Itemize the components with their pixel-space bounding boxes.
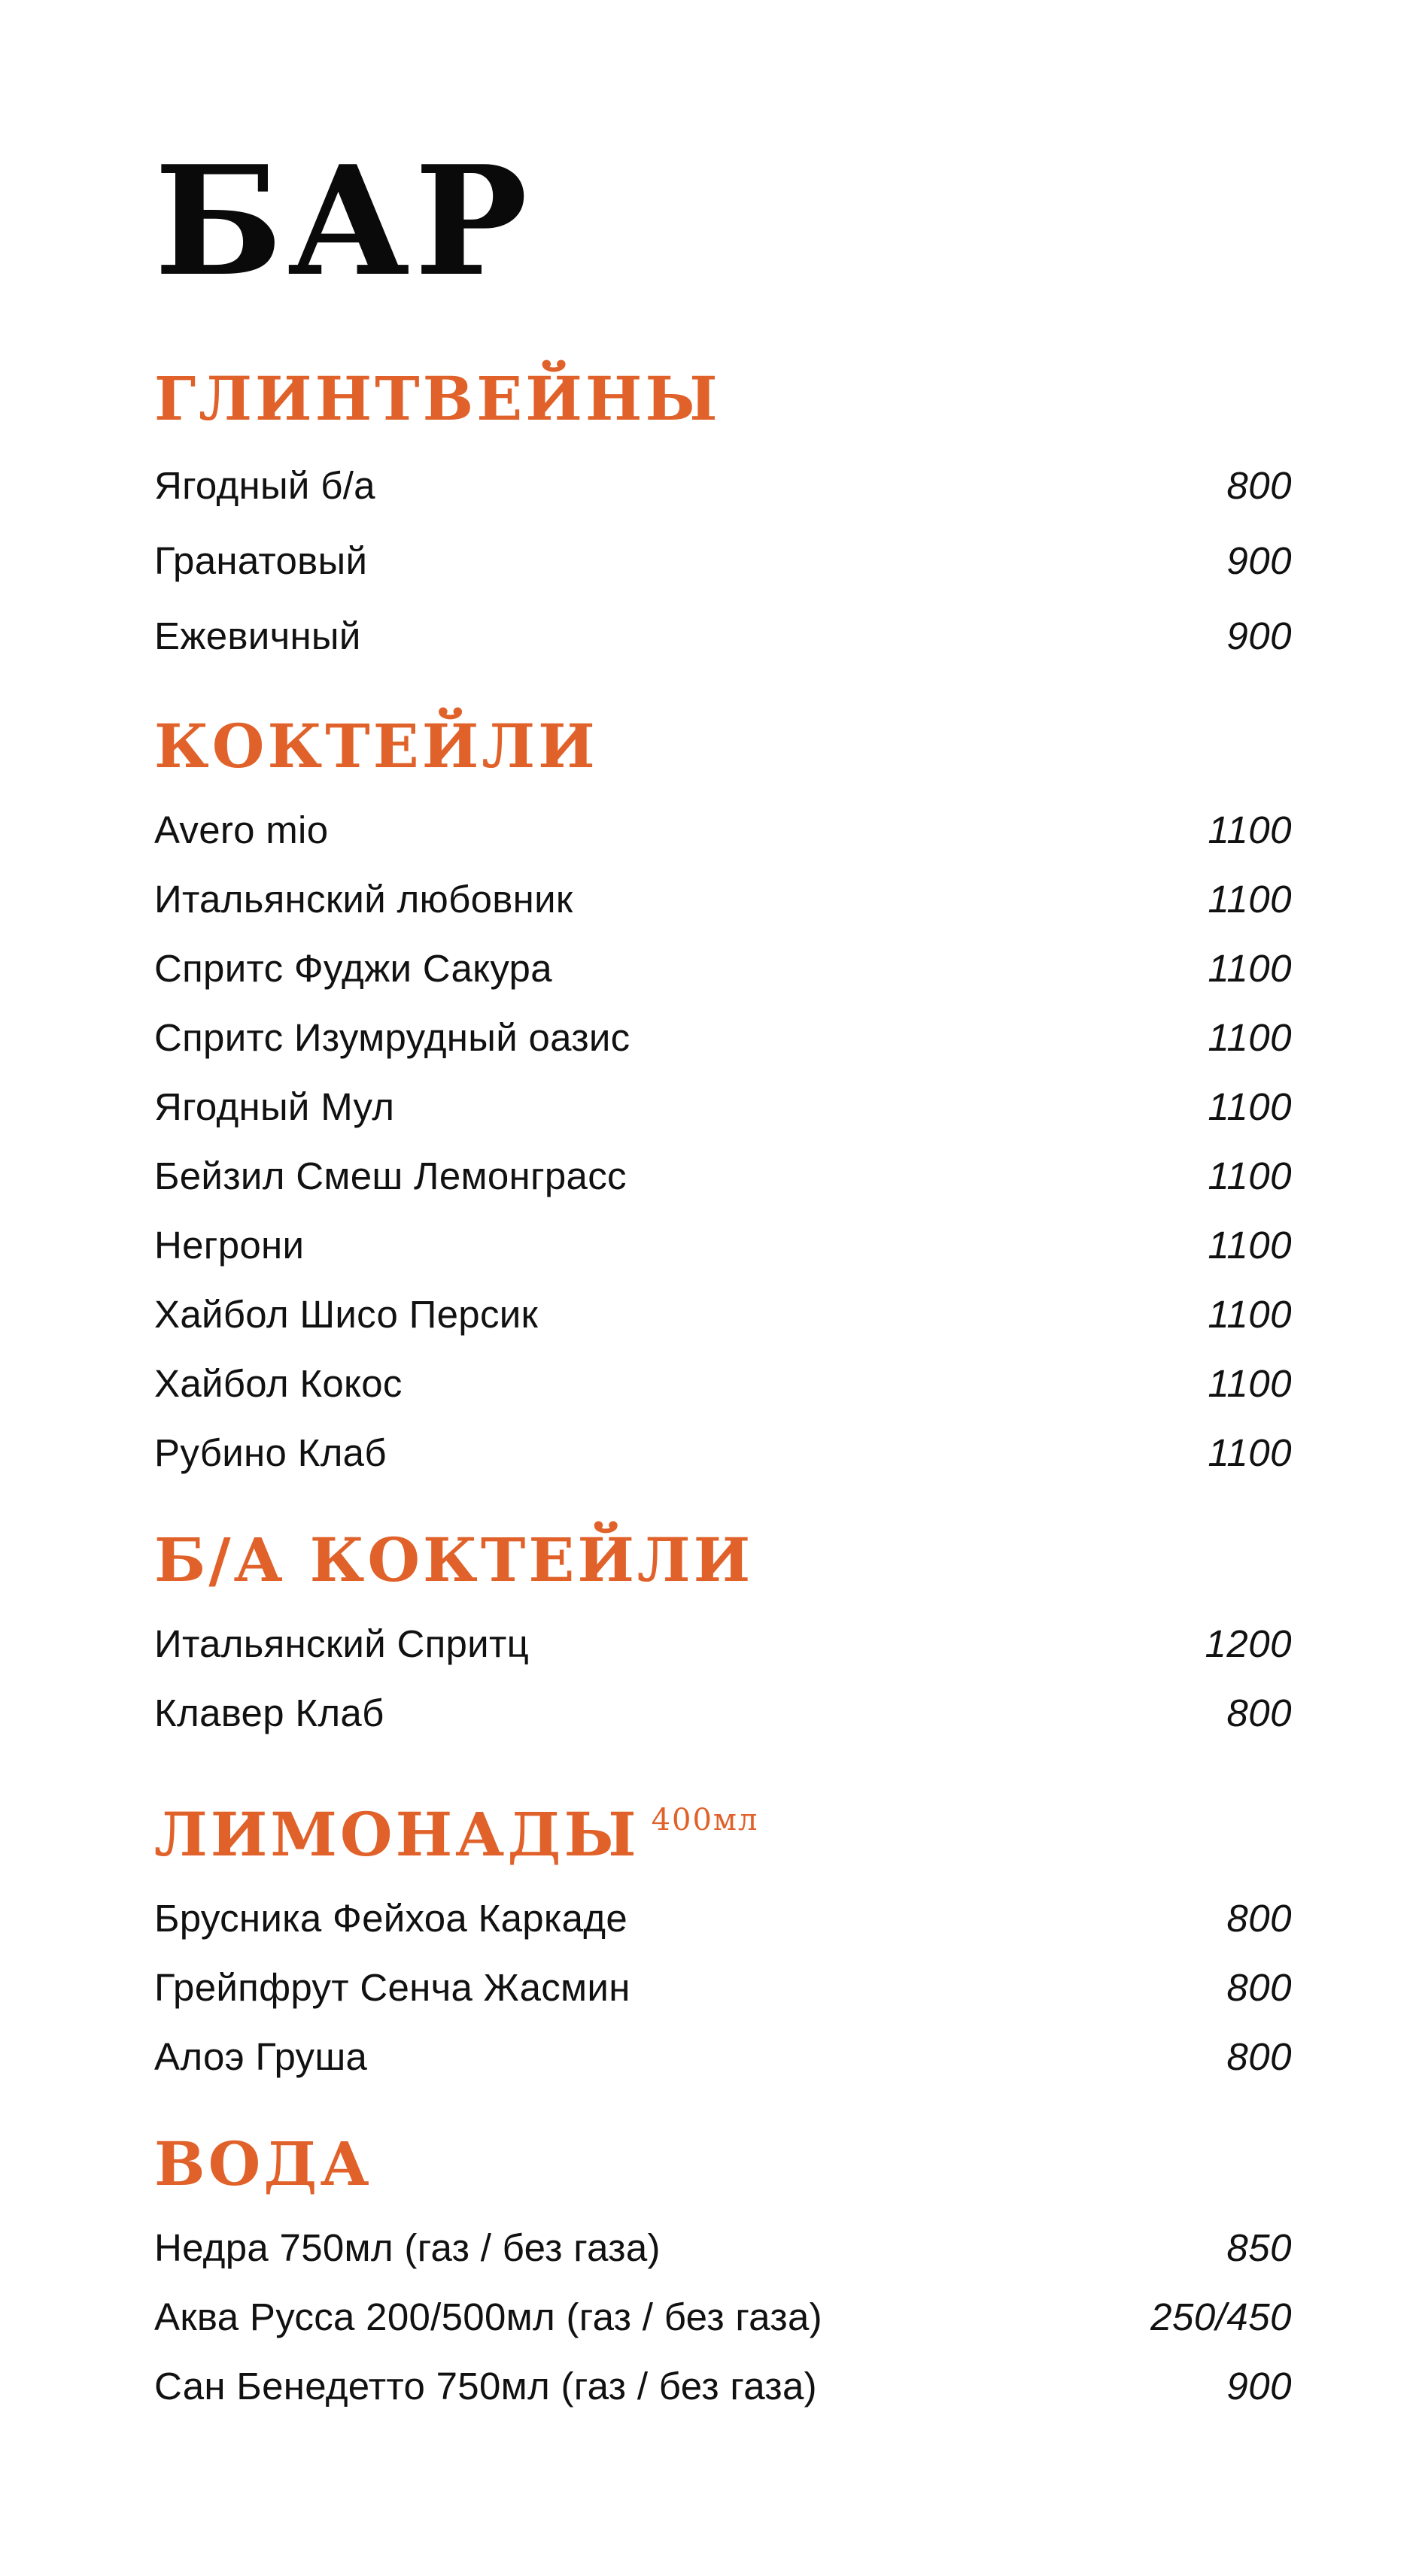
item-name: Ягодный б/а	[154, 464, 375, 507]
section-title-text: ЛИМОНАДЫ	[154, 1799, 640, 1870]
item-price: 850	[1226, 2226, 1292, 2269]
menu-item	[154, 1884, 1292, 1953]
menu-item	[154, 1280, 1292, 1349]
section-title-text: КОКТЕЙЛИ	[154, 711, 598, 781]
item-price: 1100	[1208, 1293, 1292, 1336]
menu-item	[154, 448, 1292, 523]
section-cocktails	[154, 710, 1292, 1488]
section-gap	[154, 1748, 1292, 1784]
item-price: 1100	[1208, 947, 1292, 990]
menu-item	[154, 1679, 1292, 1748]
item-name: Недра 750мл (газ / без газа)	[154, 2226, 661, 2269]
menu-item	[154, 1003, 1292, 1073]
section-title-text: ВОДА	[154, 2128, 372, 2199]
section-gap	[154, 2092, 1292, 2128]
section-non-alcoholic-cocktails	[154, 1524, 1292, 1748]
item-name: Хайбол Кокос	[154, 1362, 403, 1405]
section-title	[154, 710, 1292, 782]
section-title	[154, 1784, 1292, 1871]
menu-item	[154, 865, 1292, 934]
menu-item	[154, 2283, 1292, 2352]
item-name: Итальянский Спритц	[154, 1622, 530, 1665]
item-name: Клавер Клаб	[154, 1692, 384, 1734]
item-price: 1100	[1208, 878, 1292, 921]
item-name: Брусника Фейхоа Каркаде	[154, 1897, 628, 1940]
item-name: Ежевичный	[154, 614, 361, 657]
item-price: 900	[1226, 539, 1292, 582]
menu-list	[154, 1610, 1292, 1748]
section-title	[154, 363, 1292, 435]
section-title-text: Б/А КОКТЕЙЛИ	[154, 1525, 754, 1595]
item-price: 1100	[1208, 1362, 1292, 1405]
item-price: 1200	[1205, 1622, 1292, 1665]
menu-item	[154, 599, 1292, 674]
item-name: Бейзил Смеш Лемонграсс	[154, 1154, 627, 1197]
item-price: 800	[1226, 2035, 1292, 2078]
menu-item	[154, 1211, 1292, 1280]
item-price: 1100	[1208, 1154, 1292, 1197]
item-price: 800	[1226, 464, 1292, 507]
menu-item	[154, 2022, 1292, 2092]
menu-item	[154, 2352, 1292, 2421]
menu-item	[154, 1953, 1292, 2022]
menu-item	[154, 1142, 1292, 1211]
section-title	[154, 1524, 1292, 1596]
item-price: 1100	[1208, 1016, 1292, 1059]
item-name: Спритс Фуджи Сакура	[154, 947, 552, 990]
item-name: Спритс Изумрудный оазис	[154, 1016, 630, 1059]
section-gap	[154, 1488, 1292, 1524]
item-name: Сан Бенедетто 750мл (газ / без газа)	[154, 2365, 817, 2408]
item-price: 250/450	[1150, 2295, 1292, 2338]
menu-item	[154, 2213, 1292, 2283]
menu-item	[154, 796, 1292, 865]
item-price: 1100	[1208, 809, 1292, 851]
page-title: БАР	[154, 133, 533, 310]
item-price: 1100	[1208, 1431, 1292, 1474]
section-mulled-wine	[154, 363, 1292, 674]
menu-page	[154, 133, 1292, 2421]
menu-item	[154, 1610, 1292, 1679]
item-price: 1100	[1208, 1224, 1292, 1267]
menu-item	[154, 1349, 1292, 1418]
section-title-text: ГЛИНТВЕЙНЫ	[154, 363, 721, 434]
menu-item	[154, 1418, 1292, 1488]
menu-list	[154, 1884, 1292, 2092]
item-name: Итальянский любовник	[154, 878, 573, 921]
menu-item	[154, 934, 1292, 1003]
item-name: Хайбол Шисо Персик	[154, 1293, 539, 1336]
item-price: 800	[1226, 1966, 1292, 2009]
section-title	[154, 2128, 1292, 2200]
item-price: 900	[1226, 2365, 1292, 2408]
menu-list	[154, 448, 1292, 674]
item-price: 900	[1226, 614, 1292, 657]
section-lemonades	[154, 1784, 1292, 2092]
section-water	[154, 2128, 1292, 2421]
item-name: Грейпфрут Сенча Жасмин	[154, 1966, 630, 2009]
item-name: Avero mio	[154, 809, 329, 851]
section-volume-note: 400мл	[651, 1803, 759, 1837]
item-name: Рубино Клаб	[154, 1431, 387, 1474]
menu-list	[154, 2213, 1292, 2421]
item-name: Гранатовый	[154, 539, 368, 582]
menu-item	[154, 1073, 1292, 1142]
item-price: 800	[1226, 1897, 1292, 1940]
item-name: Алоэ Груша	[154, 2035, 368, 2078]
menu-item	[154, 523, 1292, 599]
section-gap	[154, 674, 1292, 710]
item-name: Ягодный Мул	[154, 1085, 395, 1128]
menu-list	[154, 796, 1292, 1488]
item-price: 800	[1226, 1692, 1292, 1734]
item-price: 1100	[1208, 1085, 1292, 1128]
item-name: Негрони	[154, 1224, 305, 1267]
item-name: Аква Русса 200/500мл (газ / без газа)	[154, 2295, 822, 2338]
